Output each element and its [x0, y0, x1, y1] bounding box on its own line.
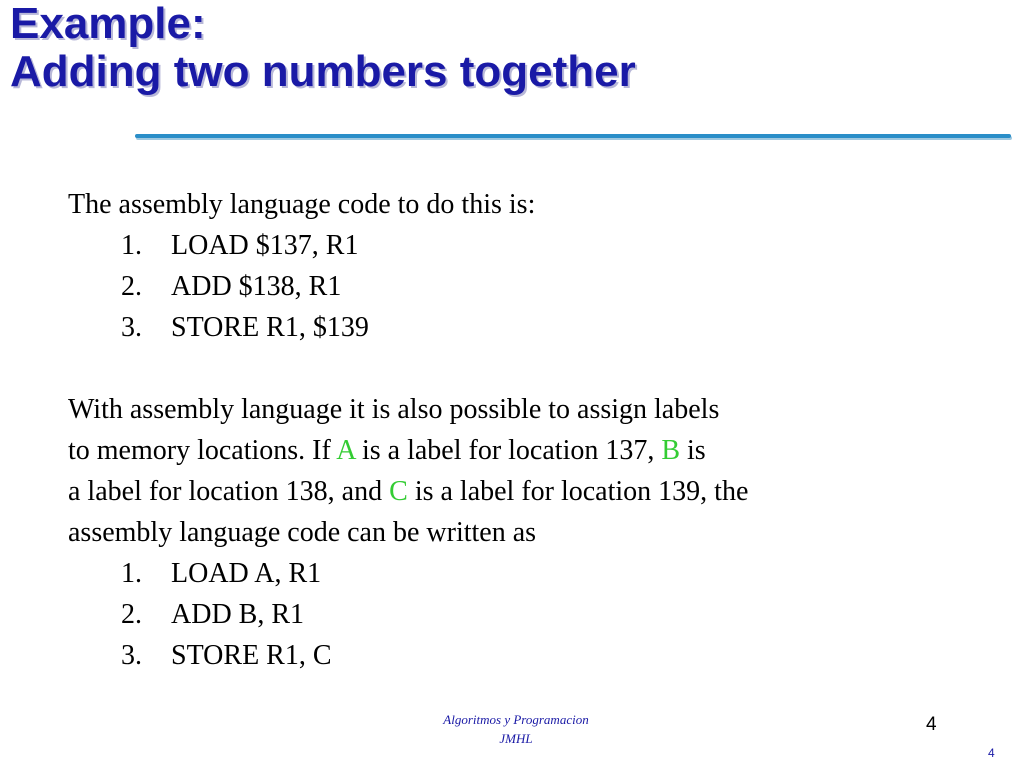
- list-text: LOAD A, R1: [171, 558, 322, 589]
- list-item: [68, 635, 748, 676]
- list-number: 3.: [121, 640, 142, 671]
- list-item: [68, 225, 748, 266]
- slide-footer: [421, 710, 611, 748]
- list-item: [68, 307, 748, 348]
- title-line-1: Example:: [10, 0, 206, 48]
- list-text: ADD $138, R1: [171, 271, 342, 302]
- list-text: ADD B, R1: [171, 599, 305, 630]
- intro-text: The assembly language code to do this is:: [68, 189, 536, 220]
- paragraph-line-1: With assembly language it is also possible to assign labels: [68, 394, 720, 425]
- page-number-small: 4: [988, 746, 995, 760]
- paragraph-line-4: assembly language code can be written as: [68, 517, 537, 548]
- list-item: [68, 553, 748, 594]
- list-number: 1.: [121, 230, 142, 261]
- slide-title: [10, 0, 636, 96]
- list-text: STORE R1, $139: [171, 312, 369, 343]
- footer-course: Algoritmos y Programacion: [443, 712, 589, 727]
- list-item: [68, 266, 748, 307]
- paragraph-text: is: [680, 435, 706, 466]
- list-text: STORE R1, C: [171, 640, 332, 671]
- list-text: LOAD $137, R1: [171, 230, 359, 261]
- footer-author: JMHL: [499, 731, 533, 746]
- list-item: [68, 594, 748, 635]
- paragraph-line-3: [68, 471, 748, 512]
- list-number: 1.: [121, 558, 142, 589]
- paragraph-text: to memory locations. If: [68, 435, 337, 466]
- list-number: 2.: [121, 271, 142, 302]
- blank-line: [68, 348, 748, 389]
- paragraph-text: is a label for location 139, the: [407, 476, 749, 507]
- title-line-2: Adding two numbers together: [10, 47, 636, 96]
- label-a: A: [336, 435, 355, 466]
- list-number: 3.: [121, 312, 142, 343]
- label-b: B: [661, 435, 681, 466]
- page-number: 4: [926, 714, 937, 735]
- paragraph-line-2: [68, 430, 748, 471]
- slide-body: [68, 184, 748, 676]
- list-number: 2.: [121, 599, 142, 630]
- paragraph-text: is a label for location 137,: [354, 435, 662, 466]
- label-c: C: [389, 476, 408, 507]
- paragraph-text: a label for location 138, and: [68, 476, 390, 507]
- title-underline: [135, 134, 1011, 138]
